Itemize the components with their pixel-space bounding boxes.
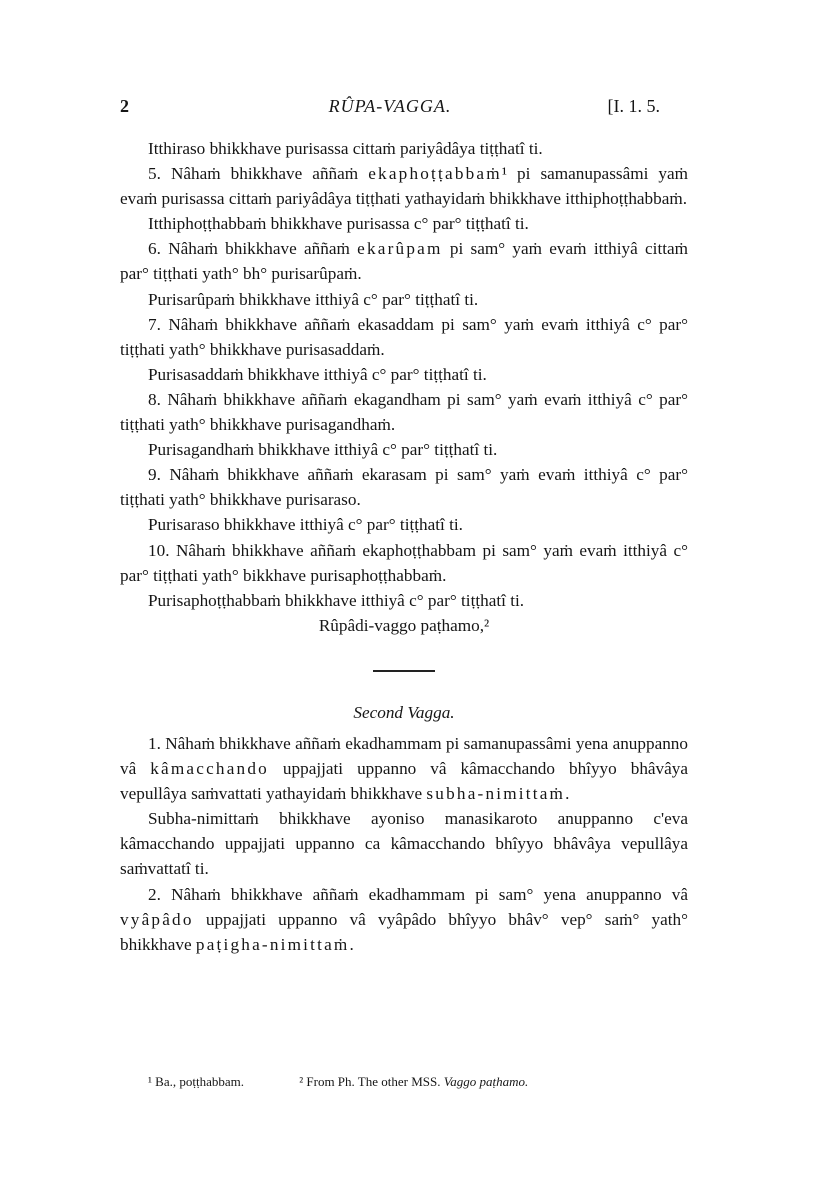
- section-reference: [I. 1. 5.: [607, 96, 660, 116]
- running-header: [120, 96, 660, 122]
- verse-paragraph: [120, 437, 688, 462]
- text-run: Purisaphoṭṭhabbaṁ bhikkhave itthiyâ c° par° tiṭṭhatî ti.: [148, 590, 525, 610]
- text-run: 8. Nâhaṁ bhikkhave aññaṁ ekagandham pi sam° yaṁ evaṁ itthiyâ c° par° tiṭṭhati yath° bhikkhave purisagandhaṁ.: [120, 389, 688, 435]
- text-run: Itthiphoṭṭhabbaṁ bhikkhave purisassa c° par° tiṭṭhatî ti.: [148, 214, 529, 234]
- text-run: ¹ pi samanupassâmi yaṁ evaṁ purisassa cittaṁ pariyâdâya tiṭṭhati yathayidaṁ bhikkhave itthiphoṭṭhabbaṁ.: [120, 164, 688, 209]
- spaced-term: vyâpâdo: [120, 909, 194, 929]
- text-run: pi sam° yaṁ evaṁ itthiyâ cittaṁ par° tiṭṭhati yath° bh° purisarûpaṁ.: [120, 239, 689, 284]
- spaced-term: subha-nimittaṁ: [426, 784, 566, 804]
- verse-paragraph: [120, 882, 688, 957]
- text-run: 10. Nâhaṁ bhikkhave aññaṁ ekaphoṭṭhabbam pi sam° yaṁ evaṁ itthiyâ c° par° tiṭṭhati yath° bikkhave purisaphoṭṭhabbaṁ.: [120, 540, 688, 585]
- vagga-colophon: Rûpâdi-vaggo paṭhamo,²: [318, 615, 490, 635]
- verse-paragraph: [120, 362, 688, 387]
- text-run: Purisasaddaṁ bhikkhave itthiyâ c° par° tiṭṭhatî ti.: [148, 364, 487, 384]
- text-run: Purisarûpaṁ bhikkhave itthiyâ c° par° tiṭṭhatî ti.: [148, 289, 479, 309]
- footnotes: [148, 1074, 688, 1090]
- verse-paragraph: [120, 512, 688, 537]
- text-run: 6. Nâhaṁ bhikkhave aññaṁ: [148, 239, 358, 259]
- verse-paragraph: [120, 538, 688, 588]
- text-run: Purisagandhaṁ bhikkhave itthiyâ c° par° tiṭṭhatî ti.: [148, 440, 498, 460]
- verse-paragraph: [120, 588, 688, 613]
- second-vagga-text: [120, 731, 688, 957]
- verse-paragraph: [120, 211, 688, 236]
- verse-paragraph: [120, 806, 688, 881]
- verse-paragraph: [120, 462, 688, 512]
- verse-paragraph: [120, 161, 688, 211]
- footnote-2: ² From Ph. The other MSS. Vaggo paṭhamo.: [299, 1074, 529, 1089]
- running-title: RÛPA-VAGGA.: [328, 96, 452, 116]
- text-run: 2. Nâhaṁ bhikkhave aññaṁ ekadhammam pi sam° yena anuppanno vâ: [148, 884, 688, 904]
- text-run: Itthiraso bhikkhave purisassa cittaṁ pariyâdâya tiṭṭhatî ti.: [148, 139, 543, 158]
- verse-paragraph: [120, 136, 688, 161]
- spaced-term: ekaphoṭṭabbaṁ: [368, 164, 502, 184]
- text-run: .: [349, 934, 354, 954]
- verse-paragraph: [120, 287, 688, 312]
- footnote-1: ¹ Ba., poṭṭhabbam.: [148, 1074, 244, 1089]
- page-number: 2: [120, 96, 129, 116]
- text-run: Purisaraso bhikkhave itthiyâ c° par° tiṭṭhatî ti.: [148, 515, 463, 535]
- main-text: [120, 136, 688, 957]
- text-run: 5. Nâhaṁ bhikkhave aññaṁ: [148, 164, 369, 184]
- text-run: 1. Nâhaṁ bhikkhave aññaṁ ekadhammam pi samanupassâmi yena anuppanno vâ: [120, 733, 688, 779]
- section-divider: [373, 670, 435, 672]
- text-run: .: [565, 784, 570, 804]
- spaced-term: kâmacchando: [150, 759, 269, 779]
- verse-paragraph: [120, 312, 688, 362]
- verse-paragraph: [120, 731, 688, 806]
- first-vagga-text: [120, 136, 688, 613]
- spaced-term: ekarûpam: [357, 239, 443, 259]
- text-run: uppajjati uppanno vâ vyâpâdo bhîyyo bhâv° vep° saṁ° yath° bhikkhave: [120, 909, 688, 954]
- spaced-term: paṭigha-nimittaṁ: [195, 934, 350, 954]
- second-vagga-heading: Second Vagga.: [353, 702, 455, 722]
- verse-paragraph: [120, 236, 688, 286]
- text-run: 9. Nâhaṁ bhikkhave aññaṁ ekarasam pi sam° yaṁ evaṁ itthiyâ c° par° tiṭṭhati yath° bhikkhave purisaraso.: [120, 465, 688, 510]
- text-run: uppajjati uppanno vâ kâmacchando bhîyyo bhâvâya vepullâya saṁvattati yathayidaṁ bhikkhave: [120, 759, 688, 804]
- text-run: Subha-nimittaṁ bhikkhave ayoniso manasikaroto anuppanno c'eva kâmacchando uppajjati uppanno ca kâmacchando bhîyyo bhâvâya vepullâya saṁvattatî ti.: [120, 809, 688, 879]
- verse-paragraph: [120, 387, 688, 437]
- text-run: 7. Nâhaṁ bhikkhave aññaṁ ekasaddam pi sam° yaṁ evaṁ itthiyâ c° par° tiṭṭhati yath° bhikkhave purisasaddaṁ.: [120, 314, 688, 359]
